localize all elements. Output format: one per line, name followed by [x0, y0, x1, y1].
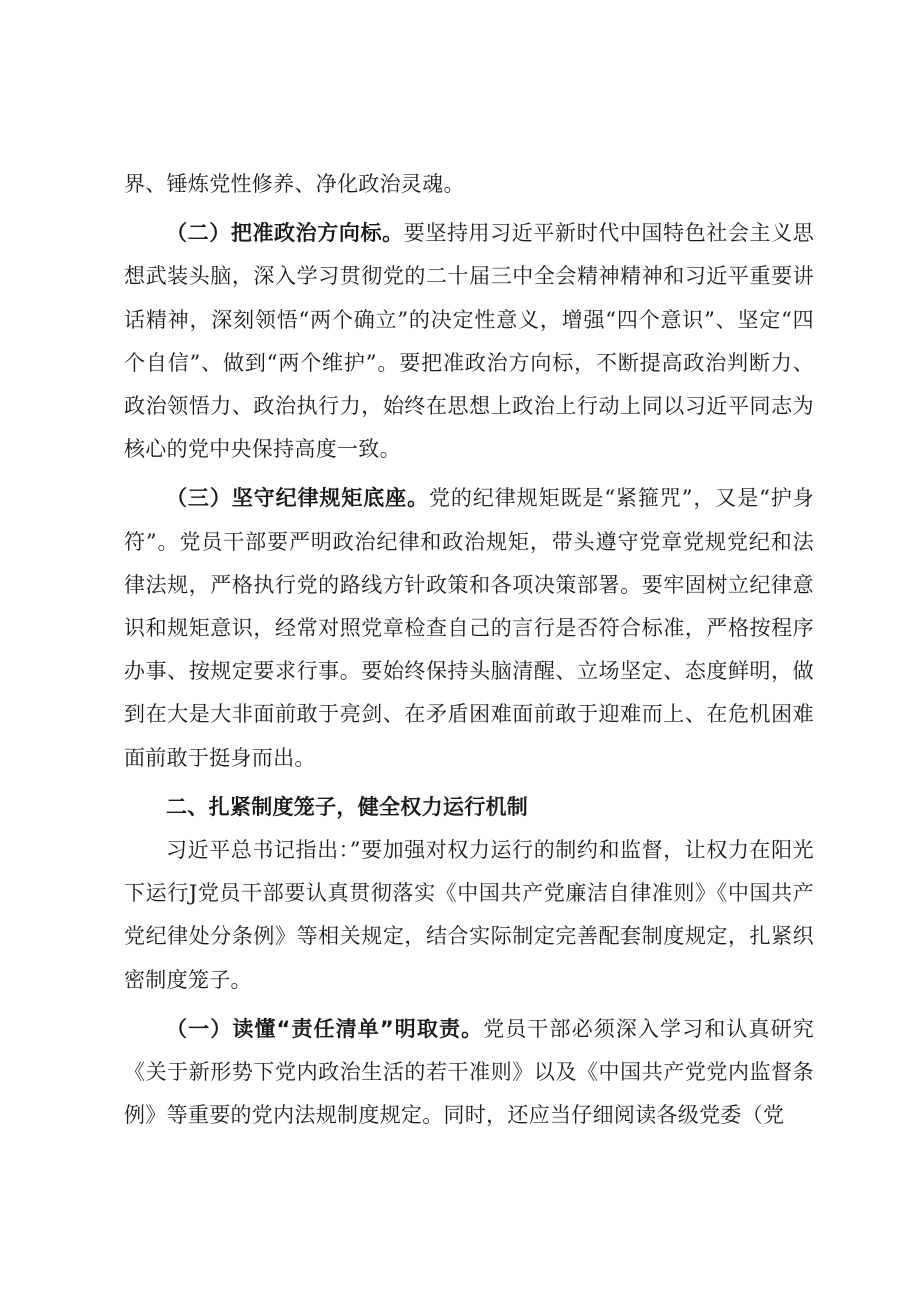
document-body	[124, 163, 814, 1137]
paragraph-quote: 习近平总书记指出：”要加强对权力运行的制约和监督，让权力在阳光下运行J党员干部要认真贯彻落实《中国共产党廉洁自律准则》《中国共产党纪律处分条例》等相关规定，结合实际制定完善配套制度规定，扎紧织密制度笼子。	[124, 838, 814, 992]
section-heading: 二、扎紧制度笼子，健全权力运行机制	[166, 794, 529, 819]
paragraph-body-text: 党员干部必须深入学习和认真研究《关于新形势下党内政治生活的若干准则》以及《中国共产党党内监督条例》等重要的党内法规制度规定。同时，还应当仔细阅读各级党委（党	[124, 1016, 814, 1128]
paragraph-lead-heading: （一）读懂“责任清单”明取责。	[166, 1016, 484, 1041]
paragraph-lead-heading: （三）坚守纪律规矩底座。	[166, 486, 429, 511]
paragraph-lead-heading: （二）把准政治方向标。	[166, 221, 404, 246]
paragraph-body-text: 要坚持用习近平新时代中国特色社会主义思想武装头脑，深入学习贯彻党的二十届三中全会精神精神和习近平重要讲话精神，深刻领悟“两个确立”的决定性意义，增强“四个意识”、坚定“四个自信”、做到“两个维护”。要把准政治方向标，不断提高政治判断力、政治领悟力、政治执行力，始终在思想上政治上行动上同以习近平同志为核心的党中央保持高度一致。	[124, 221, 814, 462]
paragraph-responsibility-list	[124, 1008, 814, 1138]
paragraph-discipline	[124, 477, 814, 779]
paragraph-political-direction	[124, 212, 814, 471]
paragraph-body-text: 党的纪律规矩既是“紧箍咒”，又是“护身符”。党员干部要严明政治纪律和政治规矩，带头遵守党章党规党纪和法律法规，严格执行党的路线方针政策和各项决策部署。要牢固树立纪律意识和规矩意识，经常对照党章检查自己的言行是否符合标准，严格按程序办事、按规定要求行事。要始终保持头脑清醒、立场坚定、态度鲜明，做到在大是大非面前敢于亮剑、在矛盾困难面前敢于迎难而上、在危机困难面前敢于挺身而出。	[124, 486, 814, 770]
paragraph-continuation: 界、锤炼党性修养、净化政治灵魂。	[124, 172, 465, 196]
